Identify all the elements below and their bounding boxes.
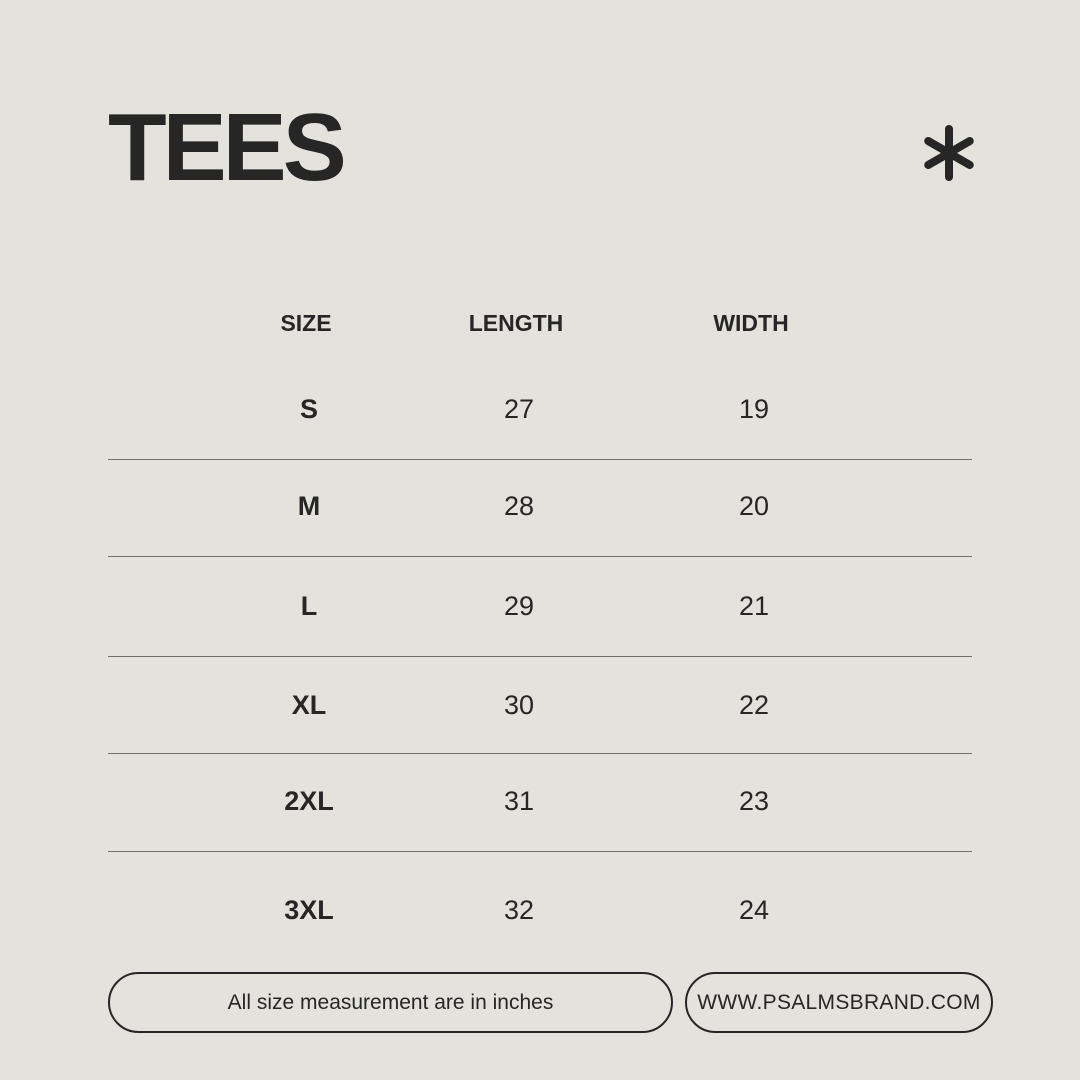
header-width: WIDTH [713,310,789,336]
size-cell: 3XL [284,895,334,925]
length-cell: 27 [503,394,535,424]
row-divider [108,459,972,460]
length-cell: 29 [503,591,535,621]
length-cell: 32 [503,895,535,925]
header-size: SIZE [280,310,332,336]
row-divider [108,556,972,557]
size-cell: XL [291,690,327,720]
page-title: TEES [108,94,343,201]
size-cell: S [299,394,319,424]
length-cell: 28 [503,491,535,521]
width-cell: 21 [738,591,770,621]
length-cell: 30 [503,690,535,720]
length-cell: 31 [503,786,535,816]
width-cell: 24 [738,895,770,925]
width-cell: 20 [738,491,770,521]
size-cell: M [297,491,321,521]
header-length: LENGTH [468,310,564,336]
row-divider [108,851,972,852]
width-cell: 19 [738,394,770,424]
row-divider [108,656,972,657]
size-cell: 2XL [284,786,334,816]
measurement-note [108,972,673,1033]
row-divider [108,753,972,754]
measurement-note-text: All size measurement are in inches [227,990,554,1014]
asterisk-icon [920,124,978,182]
size-cell: L [300,591,318,621]
width-cell: 23 [738,786,770,816]
width-cell: 22 [738,690,770,720]
website-link[interactable] [685,972,993,1033]
website-link-text: WWW.PSALMSBRAND.COM [697,990,981,1014]
